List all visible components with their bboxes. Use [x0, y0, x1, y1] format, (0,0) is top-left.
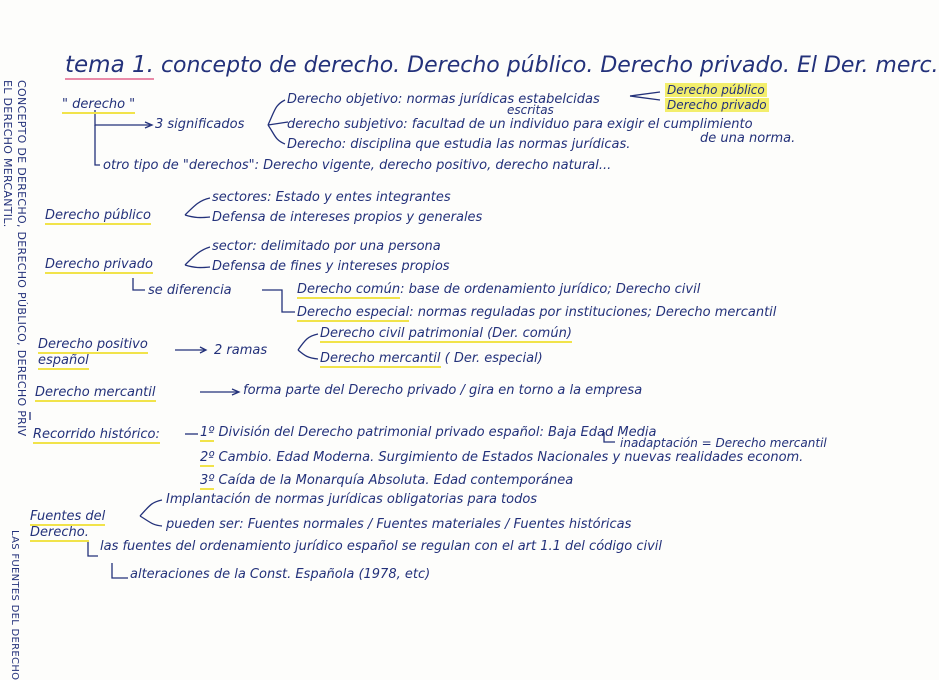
publico-label: Derecho público: [45, 208, 151, 223]
recorrido-1b: inadaptación = Derecho mercantil: [620, 436, 827, 450]
tag-derecho-privado: Derecho privado: [667, 98, 767, 112]
fuentes-label-2: Derecho.: [30, 525, 89, 540]
publico-sectores: sectores: Estado y entes integrantes: [212, 190, 451, 205]
sidenote-fuentes: LAS FUENTES DEL DERECHO: [9, 530, 20, 680]
privado-sector: sector: delimitado por una persona: [212, 239, 441, 254]
privado-comun: Derecho común: base de ordenamiento jurídico; Derecho civil: [297, 282, 701, 297]
sidenote-concepto: CONCEPTO DE DERECHO, DERECHO PÚBLICO, DERECHO PRIV: [15, 80, 28, 437]
recorrido-3: 3º Caída de la Monarquía Absoluta. Edad contemporánea: [200, 473, 574, 488]
derecho-significados: 3 significados: [155, 117, 245, 132]
derecho-subjetivo: derecho subjetivo: facultad de un individuo para exigir el cumplimiento: [287, 117, 753, 132]
privado-especial: Derecho especial: normas reguladas por instituciones; Derecho mercantil: [297, 305, 777, 320]
positivo-rama-civil: Derecho civil patrimonial (Der. común): [320, 326, 572, 341]
privado-diferencia: se diferencia: [148, 283, 232, 298]
tag-derecho-publico: Derecho público: [667, 83, 765, 97]
recorrido-1: 1º División del Derecho patrimonial privado español: Baja Edad Media: [200, 425, 657, 440]
fuentes-alteraciones: alteraciones de la Const. Española (1978, etc): [130, 567, 431, 582]
derecho-disciplina: Derecho: disciplina que estudia las normas jurídicas.: [287, 137, 631, 152]
fuentes-pueden-ser: pueden ser: Fuentes normales / Fuentes materiales / Fuentes históricas: [166, 517, 632, 532]
derecho-otro-tipo: otro tipo de "derechos": Derecho vigente, derecho positivo, derecho natural...: [103, 158, 612, 173]
publico-defensa: Defensa de intereses propios y generales: [212, 210, 483, 225]
title-line: [65, 52, 939, 78]
positivo-label-2: español: [38, 353, 89, 368]
fuentes-label: Fuentes del: [30, 509, 106, 524]
derecho-objetivo: Derecho objetivo: normas jurídicas estabelcidas: [287, 92, 600, 107]
derecho-subjetivo-cont: de una norma.: [700, 131, 796, 146]
fuentes-regulacion: las fuentes del ordenamiento jurídico español se regulan con el art 1.1 del código civil: [100, 539, 663, 554]
sidenote-mercantil: EL DERECHO MERCANTIL.: [1, 80, 14, 228]
derecho-escritas: escritas: [507, 103, 554, 117]
positivo-label: Derecho positivo: [38, 337, 148, 352]
title-tema: tema 1.: [65, 52, 154, 78]
derecho-label: " derecho ": [62, 97, 136, 112]
recorrido-2: 2º Cambio. Edad Moderna. Surgimiento de Estados Nacionales y nuevas realidades econom.: [200, 450, 804, 465]
positivo-rama-mercantil: Derecho mercantil ( Der. especial): [320, 351, 543, 366]
privado-defensa: Defensa de fines y intereses propios: [212, 259, 450, 274]
mercantil-label: Derecho mercantil: [35, 385, 156, 400]
title-text: concepto de derecho. Derecho público. Derecho privado. El Der. merc.: [160, 53, 939, 78]
recorrido-label: Recorrido histórico:: [33, 427, 160, 442]
mercantil-desc: forma parte del Derecho privado / gira en torno a la empresa: [243, 383, 643, 398]
positivo-ramas: 2 ramas: [214, 343, 268, 358]
fuentes-implantacion: Implantación de normas jurídicas obligatorias para todos: [166, 492, 538, 507]
privado-label: Derecho privado: [45, 257, 153, 272]
